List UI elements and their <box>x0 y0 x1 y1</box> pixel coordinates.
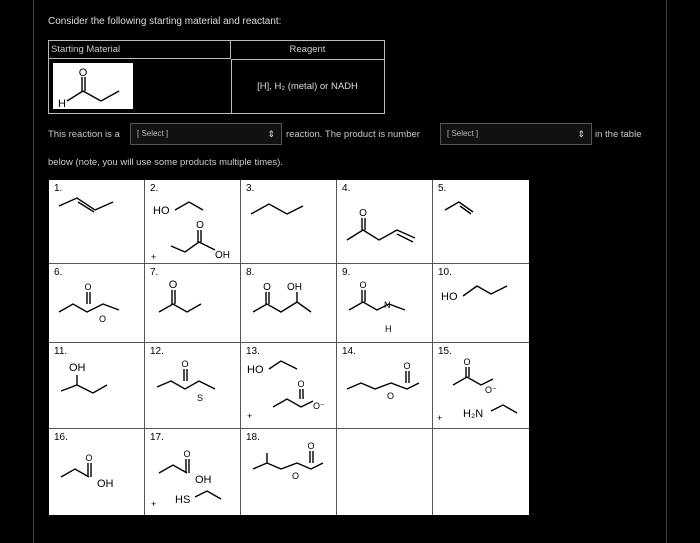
product-number: 9. <box>342 267 351 278</box>
product-cell-6 <box>49 264 145 343</box>
atom-o: O <box>263 282 271 293</box>
product-number: 17. <box>150 432 164 443</box>
product-number: 13. <box>246 346 260 357</box>
product-cell-17 <box>145 429 241 515</box>
products-table <box>49 180 529 515</box>
product-number: 1. <box>54 183 63 194</box>
frame-left-border <box>33 0 34 543</box>
product-cell-4 <box>337 180 433 264</box>
atom-o: O <box>359 280 367 290</box>
product-number: 6. <box>54 267 63 278</box>
reaction-type-select[interactable] <box>130 123 282 145</box>
chevron-updown-icon: ⇕ <box>267 129 275 139</box>
plus-sign: + <box>437 413 443 423</box>
reagent-header: Reagent <box>231 41 384 60</box>
plus-sign: + <box>247 411 253 421</box>
product-cell-3 <box>241 180 337 264</box>
atom-o: O <box>183 449 191 459</box>
atom-oh: OH <box>215 250 230 261</box>
atom-o: O <box>78 67 88 79</box>
plus-sign: + <box>151 499 157 509</box>
empty-cell <box>337 429 433 515</box>
atom-o-minus: O⁻ <box>485 385 497 395</box>
product-number: 12. <box>150 346 164 357</box>
question-prompt: Consider the following starting material and reactant: <box>48 16 282 27</box>
starting-material-header: Starting Material <box>49 41 231 59</box>
product-number: 5. <box>438 183 447 194</box>
product-cell-1 <box>49 180 145 264</box>
atom-oh: OH <box>287 282 302 293</box>
sentence-part-3: in the table <box>595 129 642 140</box>
atom-o: O <box>84 282 92 292</box>
product-number: 11. <box>54 346 68 357</box>
atom-o-minus: O⁻ <box>313 401 325 411</box>
product-number: 2. <box>150 183 159 194</box>
reagent-text: [H], H₂ (metal) or NADH <box>257 81 358 92</box>
atom-h: H <box>58 98 66 109</box>
product-cell-16 <box>49 429 145 515</box>
product-number: 4. <box>342 183 351 194</box>
atom-o: O <box>85 453 93 463</box>
atom-o: O <box>99 314 107 324</box>
product-cell-18 <box>241 429 337 515</box>
product-number: 8. <box>246 267 255 278</box>
atom-o: O <box>463 357 471 367</box>
plus-sign: + <box>151 252 157 262</box>
product-cell-11 <box>49 343 145 429</box>
product-cell-13 <box>241 343 337 429</box>
atom-o: O <box>307 441 315 451</box>
empty-cell <box>433 429 529 515</box>
sentence-part-1: This reaction is a <box>48 129 120 140</box>
reaction-type-select-value: [ Select ] <box>137 129 169 138</box>
atom-ho: HO <box>153 205 170 217</box>
product-cell-14 <box>337 343 433 429</box>
product-cell-2 <box>145 180 241 264</box>
atom-s: S <box>197 393 204 403</box>
atom-o: O <box>387 391 395 401</box>
atom-hs: HS <box>175 494 191 506</box>
starting-material-structure <box>53 63 133 109</box>
product-number: 18. <box>246 432 260 443</box>
atom-h2n: H₂N <box>463 408 484 420</box>
atom-o: O <box>196 220 204 231</box>
product-cell-9 <box>337 264 433 343</box>
sentence-part-4: below (note, you will use some products multiple times). <box>48 157 283 168</box>
product-cell-15 <box>433 343 529 429</box>
atom-ho: HO <box>441 291 458 303</box>
product-number: 10. <box>438 267 452 278</box>
chevron-updown-icon: ⇕ <box>577 129 585 139</box>
product-cell-7 <box>145 264 241 343</box>
atom-ho: HO <box>247 364 264 376</box>
atom-o: O <box>297 379 305 389</box>
product-cell-8 <box>241 264 337 343</box>
atom-n: N <box>384 300 391 310</box>
sentence-part-2: reaction. The product is number <box>286 129 420 140</box>
atom-o: O <box>359 208 367 219</box>
product-cell-10 <box>433 264 529 343</box>
product-cell-12 <box>145 343 241 429</box>
product-number: 3. <box>246 183 255 194</box>
product-cell-5 <box>433 180 529 264</box>
atom-o: O <box>292 471 300 481</box>
atom-h: H <box>385 324 392 334</box>
atom-o: O <box>403 361 411 371</box>
atom-oh: OH <box>195 474 212 486</box>
atom-oh: OH <box>69 362 86 374</box>
product-number-select[interactable] <box>440 123 592 145</box>
product-number-select-value: [ Select ] <box>447 129 479 138</box>
product-number: 15. <box>438 346 452 357</box>
product-number: 14. <box>342 346 356 357</box>
frame-right-border <box>666 0 667 543</box>
product-number: 16. <box>54 432 68 443</box>
product-number: 7. <box>150 267 159 278</box>
atom-oh: OH <box>97 478 114 490</box>
atom-o: O <box>181 359 189 369</box>
atom-o: O <box>168 279 178 291</box>
reaction-table <box>48 40 385 114</box>
